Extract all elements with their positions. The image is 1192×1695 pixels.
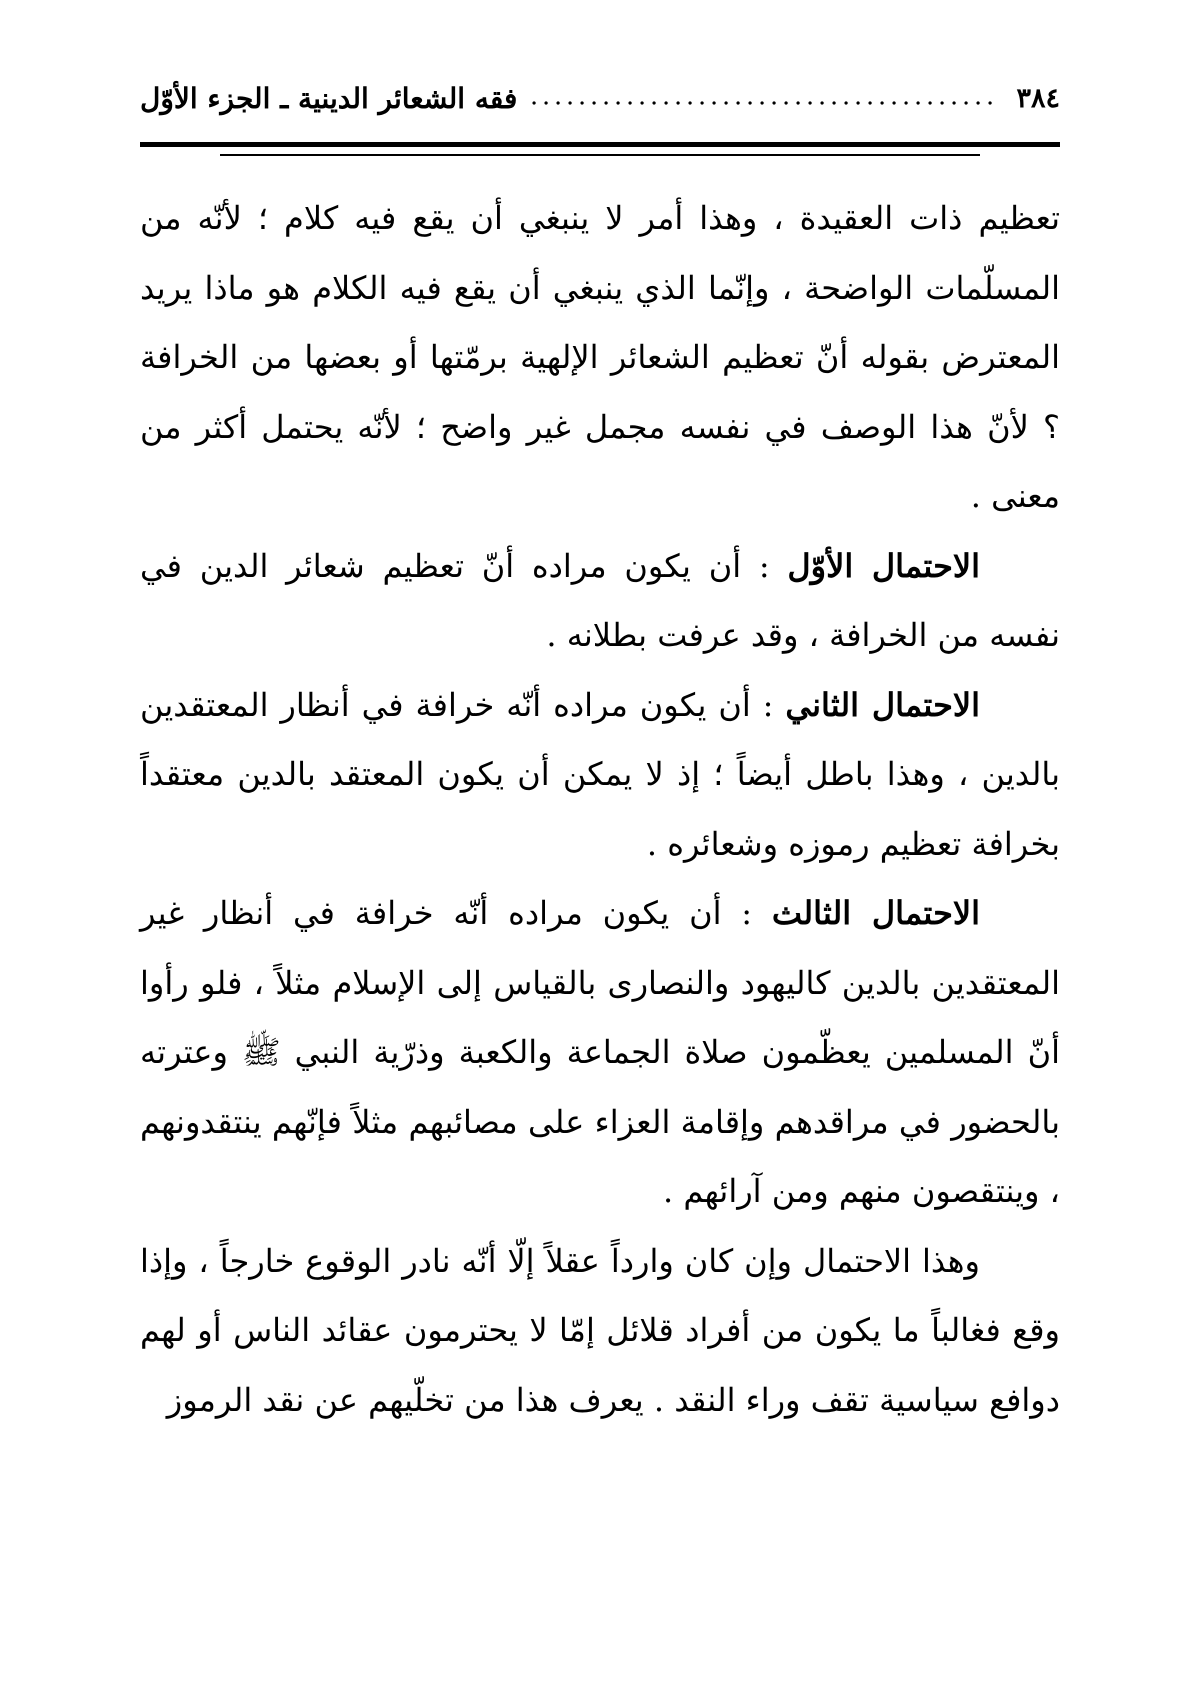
paragraph-discussion — [140, 1227, 1060, 1436]
paragraph-possibility-1 — [140, 532, 1060, 671]
paragraph-text: : أن يكون مراده أنّه خرافة في أنظار غير المعتقدين بالدين كاليهود والنصارى بالقياس إلى الإسلام مثلاً ، فلو رأوا أنّ المسلمين يعظّمون صلاة الجماعة والكعبة وذرّية النبي ﷺ وعترته بالحضور في مراقدهم وإقامة العزاء على مصائبهم مثلاً فإنّهم ينتقدونهم ، وينتقصون منهم ومن آرائهم . — [140, 894, 1060, 1210]
paragraph-possibility-3 — [140, 879, 1060, 1227]
header-rule-thin — [220, 154, 980, 156]
body-text — [140, 184, 1060, 1435]
paragraph-text: : أن يكون مراده أنّ تعظيم شعائر الدين في نفسه من الخرافة ، وقد عرفت بطلانه . — [140, 546, 1060, 654]
paragraph-term: الاحتمال الأوّل — [787, 546, 981, 585]
paragraph-text: : أن يكون مراده أنّه خرافة في أنظار المعتقدين بالدين ، وهذا باطل أيضاً ؛ إذ لا يمكن أن يكون المعتقد بالدين معتقداً بخرافة تعظيم رموزه وشعائره . — [140, 685, 1060, 863]
page-header — [140, 78, 1060, 118]
paragraph-text: تعظيم ذات العقيدة ، وهذا أمر لا ينبغي أن يقع فيه كلام ؛ لأنّه من المسلّمات الواضحة ، وإنّما الذي ينبغي أن يقع فيه الكلام هو ماذا يريد المعترض بقوله أنّ تعظيم الشعائر الإلهية برمّتها أو بعضها من الخرافة ؟ لأنّ هذا الوصف في نفسه مجمل غير واضح ؛ لأنّه يحتمل أكثر من معنى . — [140, 199, 1061, 515]
paragraph-possibility-2 — [140, 671, 1060, 880]
paragraph-text: وهذا الاحتمال وإن كان وارداً عقلاً إلّا أنّه نادر الوقوع خارجاً ، وإذا وقع فغالباً ما يكون من أفراد قلائل إمّا لا يحترمون عقائد الناس أو لهم دوافع سياسية تقف وراء النقد . يعرف هذا من تخلّيهم عن نقد الرموز — [140, 1241, 1061, 1419]
dotted-leader — [525, 100, 996, 106]
running-title: فقه الشعائر الدينية ـ الجزء الأوّل — [140, 81, 518, 115]
page-number: ٣٨٤ — [1016, 82, 1060, 114]
header-rule-thick — [140, 142, 1060, 147]
paragraph-term: الاحتمال الثالث — [771, 894, 981, 932]
paragraph-term: الاحتمال الثاني — [785, 685, 981, 724]
paragraph-continuation — [140, 184, 1060, 532]
